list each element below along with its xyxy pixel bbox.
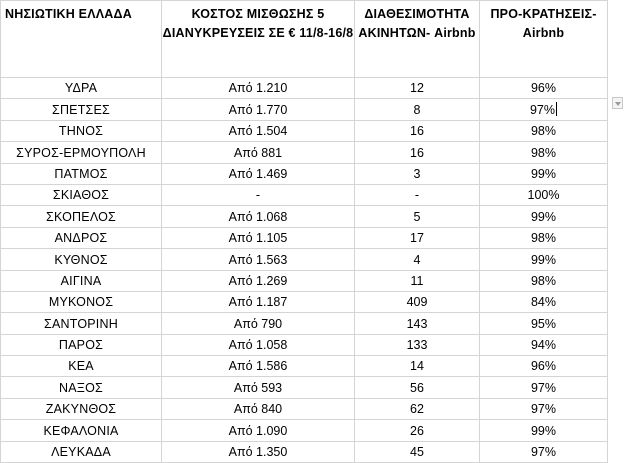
- table-row: [1, 163, 627, 184]
- cell-cost[interactable]: Από 1.563: [162, 249, 355, 270]
- cell-cost[interactable]: Από 1.770: [162, 99, 355, 120]
- cell-availability[interactable]: 14: [355, 356, 480, 377]
- cell-island[interactable]: ΜΥΚΟΝΟΣ: [1, 291, 162, 312]
- cell-bookings-text: 97%: [530, 103, 555, 117]
- header-cost[interactable]: ΚΟΣΤΟΣ ΜΙΣΘΩΣΗΣ 5 ΔΙΑΝΥΚΡΕΥΣΕΙΣ ΣΕ € 11/8-16/8: [162, 1, 355, 78]
- empty-cell[interactable]: [608, 334, 627, 355]
- cell-bookings[interactable]: 98%: [480, 270, 608, 291]
- cell-bookings[interactable]: 97%: [480, 398, 608, 419]
- table-row: [1, 206, 627, 227]
- cell-availability[interactable]: 133: [355, 334, 480, 355]
- cell-island[interactable]: ΣΚΟΠΕΛΟΣ: [1, 206, 162, 227]
- header-availability[interactable]: ΔΙΑΘΕΣΙΜΟΤΗΤΑ ΑΚΙΝΗΤΩΝ- Airbnb: [355, 1, 480, 78]
- cell-bookings[interactable]: 94%: [480, 334, 608, 355]
- cell-bookings-active[interactable]: [480, 99, 608, 120]
- empty-cell[interactable]: [608, 78, 627, 99]
- empty-cell[interactable]: [608, 120, 627, 141]
- empty-cell[interactable]: [608, 420, 627, 441]
- table-row: [1, 142, 627, 163]
- cell-island[interactable]: ΑΝΔΡΟΣ: [1, 227, 162, 248]
- header-island[interactable]: ΝΗΣΙΩΤΙΚΗ ΕΛΛΑΔΑ: [1, 1, 162, 78]
- text-cursor: [556, 102, 557, 116]
- cell-availability[interactable]: 12: [355, 78, 480, 99]
- table-row: [1, 227, 627, 248]
- table-row: [1, 291, 627, 312]
- cell-cost[interactable]: -: [162, 184, 355, 205]
- cell-cost[interactable]: Από 1.504: [162, 120, 355, 141]
- empty-cell[interactable]: [608, 206, 627, 227]
- empty-cell[interactable]: [608, 313, 627, 334]
- cell-cost[interactable]: Από 840: [162, 398, 355, 419]
- cell-bookings[interactable]: 97%: [480, 441, 608, 462]
- cell-island[interactable]: ΣΠΕΤΣΕΣ: [1, 99, 162, 120]
- cell-island[interactable]: ΣΑΝΤΟΡΙΝΗ: [1, 313, 162, 334]
- table-row: [1, 398, 627, 419]
- cell-bookings[interactable]: 98%: [480, 142, 608, 163]
- cell-bookings[interactable]: 99%: [480, 249, 608, 270]
- empty-cell[interactable]: [608, 227, 627, 248]
- cell-bookings[interactable]: 84%: [480, 291, 608, 312]
- cell-availability[interactable]: 17: [355, 227, 480, 248]
- cell-bookings[interactable]: 99%: [480, 420, 608, 441]
- cell-island[interactable]: ΑΙΓΙΝΑ: [1, 270, 162, 291]
- table-row: [1, 78, 627, 99]
- header-row: [1, 1, 627, 78]
- cell-island[interactable]: ΥΔΡΑ: [1, 78, 162, 99]
- cell-island[interactable]: ΠΑΤΜΟΣ: [1, 163, 162, 184]
- cell-availability[interactable]: -: [355, 184, 480, 205]
- cell-cost[interactable]: Από 1.469: [162, 163, 355, 184]
- cell-cost[interactable]: Από 1.187: [162, 291, 355, 312]
- cell-cost[interactable]: Από 1.350: [162, 441, 355, 462]
- table-row: [1, 356, 627, 377]
- empty-cell[interactable]: [608, 1, 627, 78]
- cell-availability[interactable]: 8: [355, 99, 480, 120]
- table-row: [1, 377, 627, 398]
- cell-island[interactable]: ΚΥΘΝΟΣ: [1, 249, 162, 270]
- table-row: [1, 99, 627, 120]
- header-bookings[interactable]: ΠΡΟ-ΚΡΑΤΗΣΕΙΣ- Airbnb: [480, 1, 608, 78]
- cell-island[interactable]: ΤΗΝΟΣ: [1, 120, 162, 141]
- cell-bookings[interactable]: 96%: [480, 356, 608, 377]
- table-row: [1, 270, 627, 291]
- table-row: [1, 184, 627, 205]
- cell-cost[interactable]: Από 1.090: [162, 420, 355, 441]
- empty-cell[interactable]: [608, 377, 627, 398]
- cell-cost[interactable]: Από 1.269: [162, 270, 355, 291]
- cell-bookings[interactable]: 97%: [480, 377, 608, 398]
- cell-cost[interactable]: Από 1.586: [162, 356, 355, 377]
- empty-cell[interactable]: [608, 356, 627, 377]
- empty-cell[interactable]: [608, 163, 627, 184]
- cell-availability[interactable]: 143: [355, 313, 480, 334]
- cell-availability[interactable]: 5: [355, 206, 480, 227]
- cell-bookings[interactable]: 98%: [480, 120, 608, 141]
- cell-bookings[interactable]: 96%: [480, 78, 608, 99]
- cell-island[interactable]: ΚΕΑ: [1, 356, 162, 377]
- cell-cost[interactable]: Από 593: [162, 377, 355, 398]
- table-row: [1, 120, 627, 141]
- table-row: [1, 249, 627, 270]
- empty-cell[interactable]: [608, 142, 627, 163]
- cell-availability[interactable]: 16: [355, 142, 480, 163]
- empty-cell[interactable]: [608, 291, 627, 312]
- empty-cell[interactable]: [608, 398, 627, 419]
- cell-availability[interactable]: 11: [355, 270, 480, 291]
- cell-island[interactable]: ΖΑΚΥΝΘΟΣ: [1, 398, 162, 419]
- empty-cell[interactable]: [608, 184, 627, 205]
- cell-availability[interactable]: 16: [355, 120, 480, 141]
- table-row: [1, 334, 627, 355]
- cell-availability[interactable]: 62: [355, 398, 480, 419]
- cell-bookings[interactable]: 100%: [480, 184, 608, 205]
- cell-cost[interactable]: Από 790: [162, 313, 355, 334]
- cell-bookings[interactable]: 99%: [480, 163, 608, 184]
- cell-cost[interactable]: Από 881: [162, 142, 355, 163]
- cell-island[interactable]: ΝΑΞΟΣ: [1, 377, 162, 398]
- cell-availability[interactable]: 409: [355, 291, 480, 312]
- table-row: [1, 420, 627, 441]
- empty-cell[interactable]: [608, 270, 627, 291]
- cell-availability[interactable]: 45: [355, 441, 480, 462]
- cell-cost[interactable]: Από 1.068: [162, 206, 355, 227]
- cell-island[interactable]: ΚΕΦΑΛΟΝΙΑ: [1, 420, 162, 441]
- cell-island[interactable]: ΣΥΡΟΣ-ΕΡΜΟΥΠΟΛΗ: [1, 142, 162, 163]
- table-row: [1, 441, 627, 462]
- cell-cost[interactable]: Από 1.210: [162, 78, 355, 99]
- empty-cell[interactable]: [608, 249, 627, 270]
- cell-bookings[interactable]: 99%: [480, 206, 608, 227]
- table-row: [1, 313, 627, 334]
- cell-availability[interactable]: 56: [355, 377, 480, 398]
- cell-bookings[interactable]: 95%: [480, 313, 608, 334]
- cell-island[interactable]: ΛΕΥΚΑΔΑ: [1, 441, 162, 462]
- autofill-dropdown-button[interactable]: [612, 97, 623, 109]
- empty-cell[interactable]: [608, 441, 627, 462]
- cell-cost[interactable]: Από 1.105: [162, 227, 355, 248]
- cell-island[interactable]: ΣΚΙΑΘΟΣ: [1, 184, 162, 205]
- cell-availability[interactable]: 4: [355, 249, 480, 270]
- cell-availability[interactable]: 3: [355, 163, 480, 184]
- cell-cost[interactable]: Από 1.058: [162, 334, 355, 355]
- cell-island[interactable]: ΠΑΡΟΣ: [1, 334, 162, 355]
- cell-availability[interactable]: 26: [355, 420, 480, 441]
- cell-bookings[interactable]: 98%: [480, 227, 608, 248]
